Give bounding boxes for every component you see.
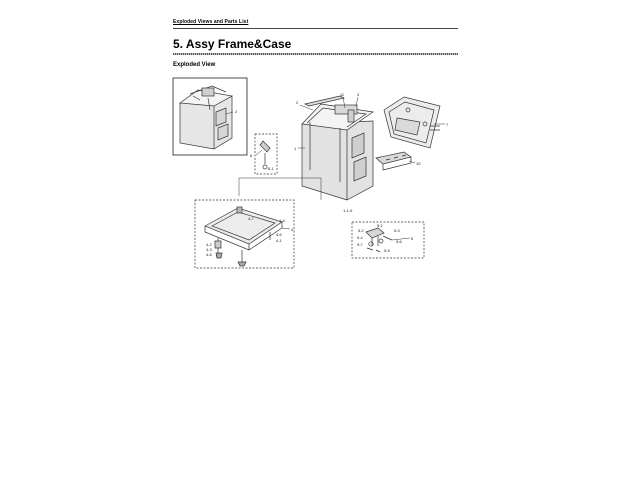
callout-5-5: 5-5 (384, 248, 390, 253)
callout-4-7: 4-7 (248, 216, 254, 221)
callout-4-2: 4-2 (206, 242, 212, 247)
callout-5-2: 5-2 (358, 228, 364, 233)
callout-5: 5 (411, 236, 414, 241)
callout-4: 4 (291, 227, 294, 232)
callout-4-4: 4-4 (279, 218, 285, 223)
callout-6-1: 6-1 (268, 166, 274, 171)
callout-11: 11 (340, 92, 345, 97)
callout-5-1: 5-1 (377, 223, 383, 228)
callout-4-5: 4-5 (276, 232, 282, 237)
callout-4-1: 4-1 (276, 238, 282, 243)
callout-7: 7 (446, 122, 449, 127)
callout-5-7: 5-7 (357, 242, 363, 247)
running-head: Exploded Views and Parts List (173, 19, 249, 25)
callout-3: 3 (357, 92, 360, 97)
callout-2: 2 (296, 100, 299, 105)
callout-10: 10 (416, 161, 421, 166)
callout-6: 6 (250, 153, 253, 158)
callout-4-6: 4-6 (206, 252, 212, 257)
callout-1: 1 (294, 146, 297, 151)
callout-5-4: 5-4 (357, 235, 363, 240)
exploded-view-subhead: Exploded View (173, 62, 216, 68)
callout-5-3: 5-3 (394, 228, 400, 233)
rear-panel (384, 97, 440, 148)
section-title: 5. Assy Frame&Case (173, 37, 292, 51)
callout-4-3: 4-3 (206, 247, 212, 252)
callout-1-1-9: 1-1-9 (343, 208, 353, 213)
inset-cabinet-view (173, 78, 247, 155)
callout-2-inset: 2 (235, 109, 238, 114)
side-bracket (376, 152, 411, 170)
callout-5-6: 5-6 (396, 239, 402, 244)
main-cabinet-frame (302, 104, 373, 200)
